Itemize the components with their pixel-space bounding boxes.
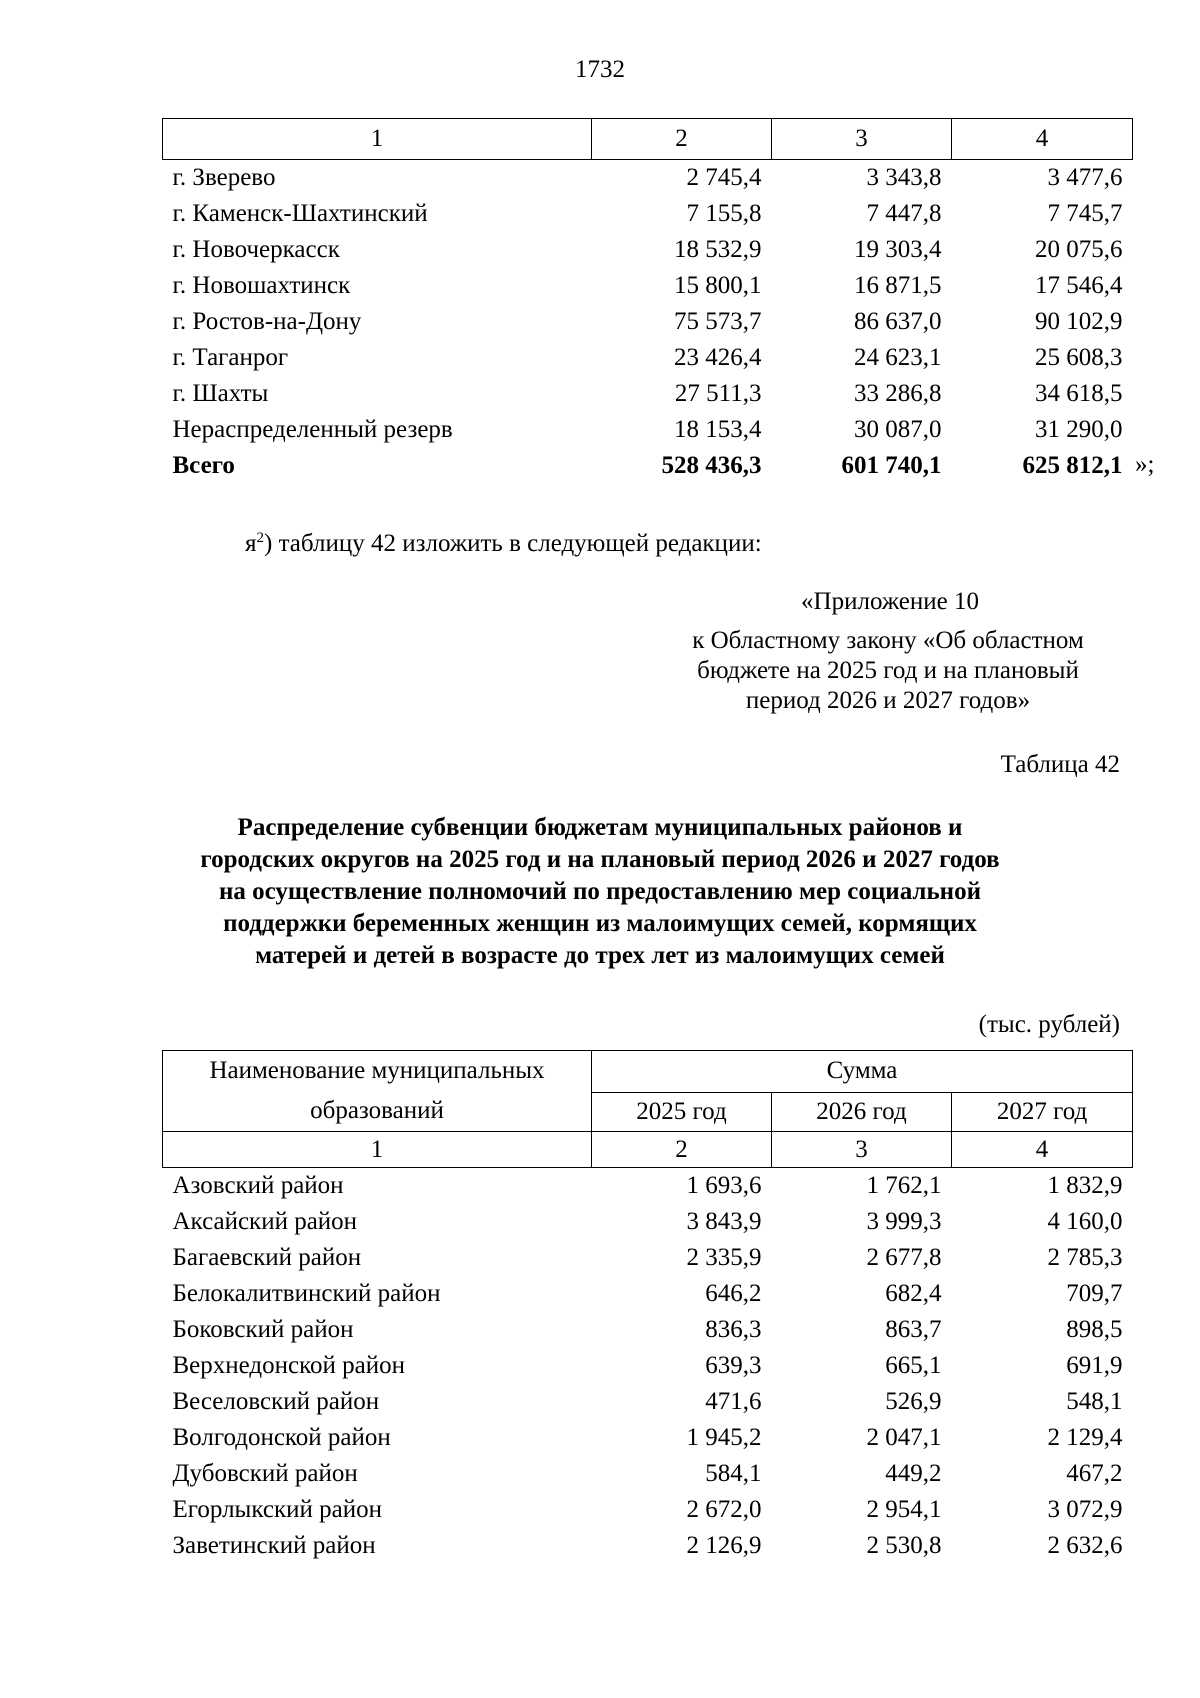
value-2027: 691,9 (1066, 1352, 1123, 1379)
column-number: 3 (772, 119, 952, 160)
municipality-name: г. Таганрог (172, 344, 289, 371)
municipality-name: Багаевский район (172, 1244, 362, 1271)
table-row (163, 340, 1133, 376)
value-2027: 709,7 (1066, 1280, 1123, 1307)
value-2025: 2 672,0 (686, 1496, 762, 1523)
value-2027: 2 129,4 (1047, 1424, 1123, 1451)
value-2026: 33 286,8 (854, 380, 942, 407)
instruction-text: ) таблицу 42 изложить в следующей редакции: (264, 530, 762, 557)
value-2025: 2 126,9 (686, 1532, 762, 1559)
instruction-superscript: 2 (256, 530, 264, 546)
appendix-subtitle (648, 626, 1128, 716)
value-2026: 86 637,0 (854, 308, 942, 335)
value-2027: 548,1 (1066, 1388, 1123, 1415)
value-2026: 19 303,4 (854, 236, 942, 263)
value-2026: 682,4 (885, 1280, 942, 1307)
municipality-name: Всего (172, 452, 235, 479)
value-2025: 528 436,3 (661, 452, 762, 479)
value-2027: 3 072,9 (1047, 1496, 1123, 1523)
value-2027: 90 102,9 (1035, 308, 1123, 335)
column-number: 2 (592, 1132, 772, 1168)
value-2025: 1 945,2 (686, 1424, 762, 1451)
value-2026: 2 677,8 (866, 1244, 942, 1271)
value-2025: 2 745,4 (686, 164, 762, 191)
heading-line: матерей и детей в возрасте до трех лет из малоимущих семей (255, 942, 945, 969)
value-2027: 625 812,1 (1022, 452, 1123, 479)
municipality-name: г. Каменск-Шахтинский (172, 200, 428, 227)
municipality-name: Егорлыкский район (172, 1496, 382, 1523)
appendix-subtitle-line: период 2026 и 2027 годов» (745, 687, 1031, 714)
value-2027: 17 546,4 (1035, 272, 1123, 299)
table-row (163, 1528, 1133, 1564)
value-2025: 584,1 (705, 1460, 762, 1487)
table-row (163, 1276, 1133, 1312)
value-2026: 3 343,8 (866, 164, 942, 191)
value-2026: 526,9 (885, 1388, 942, 1415)
main-table (162, 1050, 1133, 1564)
sum-column-header: Сумма (592, 1051, 1133, 1093)
value-2025: 75 573,7 (674, 308, 762, 335)
table-row (163, 232, 1133, 268)
municipality-name: Дубовский район (172, 1460, 358, 1487)
value-2027: 31 290,0 (1035, 416, 1123, 443)
value-2025: 7 155,8 (686, 200, 762, 227)
value-2025: 836,3 (705, 1316, 762, 1343)
municipality-name: Волгодонской район (172, 1424, 391, 1451)
value-2025: 18 532,9 (674, 236, 762, 263)
value-2027: 20 075,6 (1035, 236, 1123, 263)
amendment-instruction (245, 518, 762, 564)
value-2025: 18 153,4 (674, 416, 762, 443)
value-2026: 863,7 (885, 1316, 942, 1343)
value-2026: 3 999,3 (866, 1208, 942, 1235)
value-2025: 2 335,9 (686, 1244, 762, 1271)
table-row (163, 1204, 1133, 1240)
top-table (162, 118, 1133, 484)
table-row (163, 1312, 1133, 1348)
total-row (163, 448, 1133, 484)
top-table-header-row (163, 119, 1133, 160)
column-number: 2 (592, 119, 772, 160)
value-2027: 25 608,3 (1035, 344, 1123, 371)
value-2027: 7 745,7 (1047, 200, 1123, 227)
table-row (163, 376, 1133, 412)
table-row (163, 1420, 1133, 1456)
value-2026: 30 087,0 (854, 416, 942, 443)
value-2026: 24 623,1 (854, 344, 942, 371)
main-table-header-row (163, 1051, 1133, 1093)
municipality-name: Верхнедонской район (172, 1352, 405, 1379)
value-2027: 467,2 (1066, 1460, 1123, 1487)
value-2027: 34 618,5 (1035, 380, 1123, 407)
value-2027: 898,5 (1066, 1316, 1123, 1343)
page-number: 1732 (575, 56, 625, 83)
appendix-subtitle-line: бюджете на 2025 год и на плановый (697, 657, 1079, 684)
table-row (163, 1384, 1133, 1420)
table-row (163, 196, 1133, 232)
value-2026: 16 871,5 (854, 272, 942, 299)
municipality-name: Аксайский район (172, 1208, 358, 1235)
year-column-header: 2026 год (772, 1092, 952, 1132)
name-column-header: Наименование муниципальных образований (163, 1051, 592, 1132)
appendix-title: «Приложение 10 (801, 588, 979, 615)
value-2026: 665,1 (885, 1352, 942, 1379)
table-heading (100, 812, 1100, 972)
main-table-number-row (163, 1132, 1133, 1168)
municipality-name: Заветинский район (172, 1532, 376, 1559)
value-2026: 601 740,1 (841, 452, 942, 479)
table-row (163, 412, 1133, 448)
municipality-name: Азовский район (172, 1172, 344, 1199)
municipality-name: Нераспределенный резерв (172, 416, 453, 443)
table-row (163, 1456, 1133, 1492)
municipality-name: г. Новочеркасск (172, 236, 340, 263)
municipality-name: Веселовский район (172, 1388, 380, 1415)
heading-line: на осуществление полномочий по предоставлению мер социальной (219, 878, 981, 905)
municipality-name: г. Ростов-на-Дону (172, 308, 362, 335)
column-number: 4 (952, 119, 1133, 160)
units-label: (тыс. рублей) (978, 1011, 1120, 1038)
value-2027: 2 785,3 (1047, 1244, 1123, 1271)
value-2027: 1 832,9 (1047, 1172, 1123, 1199)
heading-line: поддержки беременных женщин из малоимущих семей, кормящих (223, 910, 977, 937)
value-2027: 3 477,6 (1047, 164, 1123, 191)
value-2026: 7 447,8 (866, 200, 942, 227)
table-row (163, 1348, 1133, 1384)
value-2026: 2 954,1 (866, 1496, 942, 1523)
value-2027: 2 632,6 (1047, 1532, 1123, 1559)
column-number: 3 (772, 1132, 952, 1168)
table-row (163, 160, 1133, 197)
heading-line: Распределение субвенции бюджетам муниципальных районов и (237, 814, 963, 841)
year-column-header: 2025 год (592, 1092, 772, 1132)
value-2025: 3 843,9 (686, 1208, 762, 1235)
appendix-subtitle-line: к Областному закону «Об областном (692, 627, 1084, 654)
value-2025: 646,2 (705, 1280, 762, 1307)
value-2025: 639,3 (705, 1352, 762, 1379)
value-2027: 4 160,0 (1047, 1208, 1123, 1235)
heading-line: городских округов на 2025 год и на плановый период 2026 и 2027 годов (200, 846, 1000, 873)
table-label: Таблица 42 (1000, 751, 1120, 778)
value-2026: 2 047,1 (866, 1424, 942, 1451)
table-row (163, 1492, 1133, 1528)
column-number: 4 (952, 1132, 1133, 1168)
column-number: 1 (163, 119, 592, 160)
table-row (163, 268, 1133, 304)
value-2025: 15 800,1 (674, 272, 762, 299)
table-row (163, 304, 1133, 340)
municipality-name: г. Шахты (172, 380, 269, 407)
column-number: 1 (163, 1132, 592, 1168)
year-column-header: 2027 год (952, 1092, 1133, 1132)
municipality-name: Белокалитвинский район (172, 1280, 441, 1307)
municipality-name: г. Зверево (172, 164, 276, 191)
value-2025: 23 426,4 (674, 344, 762, 371)
value-2025: 27 511,3 (674, 380, 762, 407)
instruction-prefix: я (245, 530, 257, 557)
value-2026: 449,2 (885, 1460, 942, 1487)
value-2025: 471,6 (705, 1388, 762, 1415)
closing-quote-mark: »; (1135, 451, 1155, 478)
value-2025: 1 693,6 (686, 1172, 762, 1199)
value-2026: 1 762,1 (866, 1172, 942, 1199)
value-2026: 2 530,8 (866, 1532, 942, 1559)
table-row (163, 1240, 1133, 1276)
table-row (163, 1168, 1133, 1205)
municipality-name: Боковский район (172, 1316, 354, 1343)
municipality-name: г. Новошахтинск (172, 272, 351, 299)
